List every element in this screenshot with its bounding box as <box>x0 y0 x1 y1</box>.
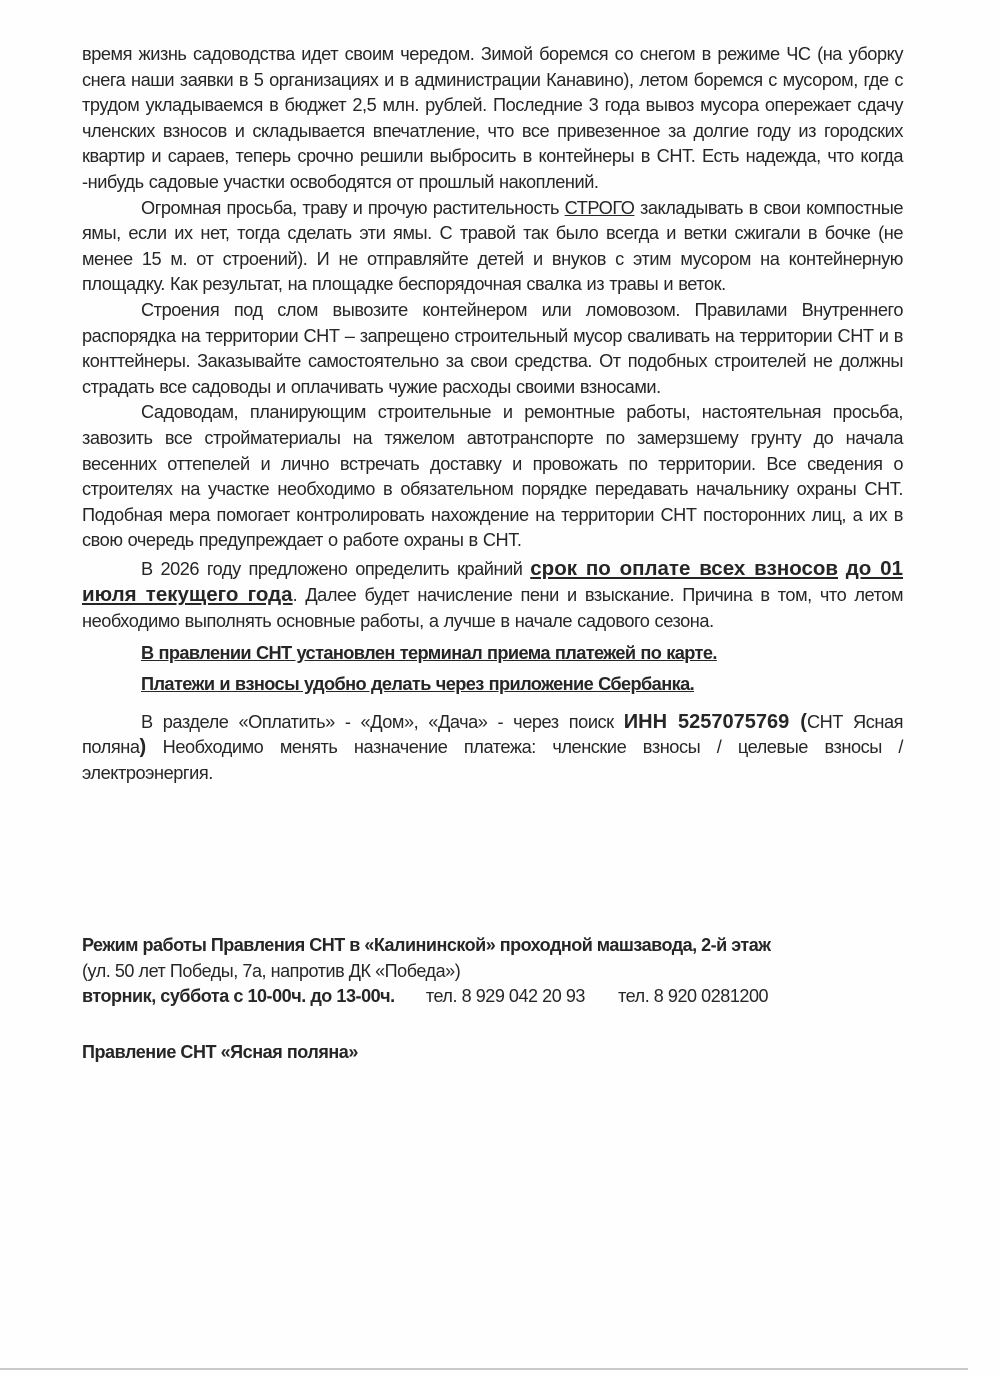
paragraph-grass-disposal <box>82 196 903 298</box>
paragraph-building-materials: Садоводам, планирующим строительные и ремонтные работы, настоятельная просьба, завозить все стройматериалы на тяжелом автотранспорте по замерзшему грунту до начала весенних оттепелей и лично встречать доставку и провожать по территории. Все сведения о строителях на участке необходимо в обязательном порядке передавать начальнику охраны СНТ. Подобная мера помогает контролировать нахождение на территории СНТ посторонних лиц, а их в свою очередь предупреждает о работе охраны в СНТ. <box>82 402 903 551</box>
deadline-text-before: В 2026 году предложено определить крайний <box>141 558 531 579</box>
paragraph-construction-waste: Строения под слом вывозите контейнером или ломовозом. Правилами Внутреннего распорядка на территории СНТ – запрещено строительный мусор сваливать на территории СНТ и в конттейнеры. Заказывайте самостоятельно за свои средства. От подобных строителей не должны страдать все садоводы и оплачивать чужие расходы своими взносами. <box>82 299 903 397</box>
strictly-emphasis: СТРОГО <box>564 197 635 218</box>
phone-2: тел. 8 920 0281200 <box>618 986 769 1006</box>
paragraph-payment-deadline <box>82 556 903 635</box>
grass-text-before: Огромная просьба, траву и прочую растительность <box>141 197 565 218</box>
grass-text-after: закладывать в свои компостные ямы, если их нет, тогда сделать эти ямы. С травой так было всегда и ветки сжигали в бочке (не менее 15 м. от строений). И не отправляйте детей и внуков с этим мусором на контейнерную площадку. Как результат, на площадке беспорядочная свалка из травы и веток. <box>82 197 903 295</box>
office-days: вторник, суббота с 10-00ч. до 13-00ч. <box>82 986 395 1006</box>
paragraph-garden-life: время жизнь садоводства идет своим чередом. Зимой боремся со снегом в режиме ЧС (на уборку снега наши заявки в 5 организациях и в администрации Канавино), летом боремся с мусором, где с трудом укладываемся в бюджет 2,5 млн. рублей. Последние 3 года вывоз мусора опережает сдачу членских взносов и складывается впечатление, что все привезенное за долгие году из городских квартир и сараев, теперь срочно решили выбросить в контейнеры в СНТ. Есть надежда, что когда -нибудь садовые участки освободятся от прошлый накоплений. <box>82 44 903 192</box>
inn-number: ИНН 5257075769 ( <box>623 710 807 733</box>
instructions-text-tail: Необходимо менять назначение платежа: членские взносы / целевые взносы / электроэнергия. <box>82 737 903 784</box>
organization-name: СНТ Ясная поляна <box>82 711 904 758</box>
paragraph-payment-instructions <box>82 710 903 787</box>
paren-close: ) <box>139 736 147 759</box>
office-address: (ул. 50 лет Победы, 7а, напротив ДК «Победа») <box>82 961 461 981</box>
office-schedule-row <box>82 986 768 1007</box>
notice-terminal: В правлении СНТ установлен терминал приема платежей по карте. <box>141 642 717 663</box>
office-hours-title: Режим работы Правления СНТ в «Калининской» проходной машзавода, 2-й этаж <box>82 935 771 955</box>
deadline-emphasis-1: срок по оплате всех взносов <box>530 556 839 580</box>
instructions-text-before: В разделе «Оплатить» - «Дом», «Дача» - через поиск <box>141 711 624 732</box>
document-body <box>82 42 903 787</box>
page-edge-divider <box>0 1368 968 1370</box>
deadline-emphasis-2: до 01 июля текущего года <box>82 556 903 607</box>
notice-sberbank: Платежи и взносы удобно делать через приложение Сбербанка. <box>141 674 695 695</box>
phone-1: тел. 8 929 042 20 93 <box>425 986 585 1006</box>
deadline-text-after: . Далее будет начисление пени и взыскание. Причина в том, что летом необходимо выполнять основные работы, а лучше в начале садового сезона. <box>82 585 904 632</box>
signature: Правление СНТ «Ясная поляна» <box>82 1042 358 1062</box>
